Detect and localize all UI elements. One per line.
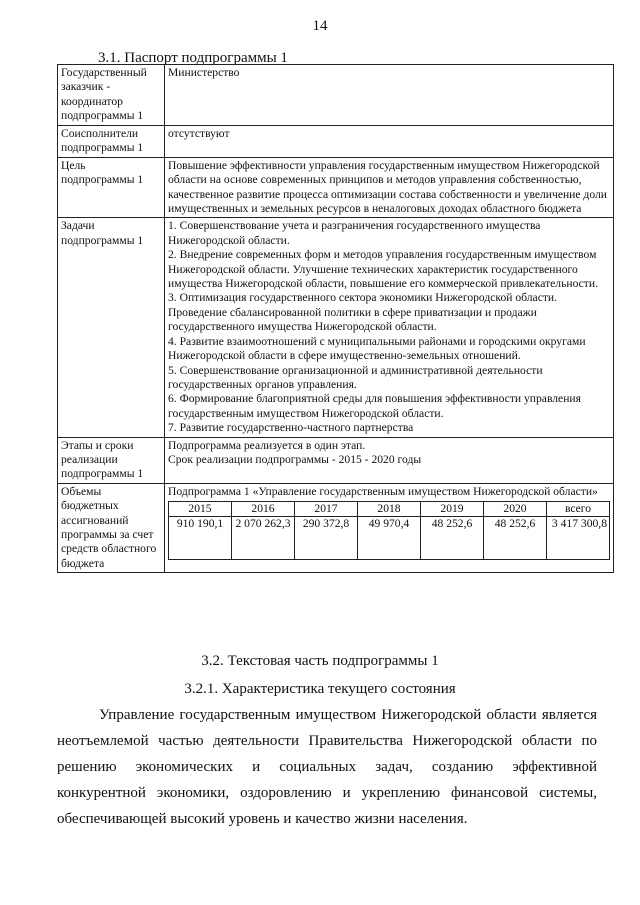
year-cell: 2019: [421, 502, 484, 517]
amounts-row: [169, 517, 610, 560]
amount-cell: 2 070 262,3: [232, 517, 295, 560]
amount-total-cell: 3 417 300,8: [547, 517, 610, 560]
amount-cell: 290 372,8: [295, 517, 358, 560]
row-label: Объемы бюджетных ассигнований программы за счет средств областного бюджета: [58, 483, 165, 572]
row-value: Повышение эффективности управления государственным имуществом Нижегородской области на основе современных принципов и методов управления собственностью, качественное развитие процесса оптимизации состава собственности и увеличение доли имущественных и земельных ресурсов в неналоговых доходах областного бюджета: [165, 157, 614, 218]
task-item: 2. Внедрение современных форм и методов управления государственным имуществом Нижегородской области. Улучшение технических характеристик государственного имущества Нижегородской области, повышение его коммерческой привлекательности.: [168, 248, 598, 291]
stage-line: Подпрограмма реализуется в один этап.: [168, 438, 366, 452]
task-item: 6. Формирование благоприятной среды для повышения эффективности управления государственным имуществом Нижегородской области.: [168, 392, 581, 420]
task-item: 5. Совершенствование организационной и административной деятельности государственных органов управления.: [168, 363, 543, 391]
task-item: 3. Оптимизация государственного сектора экономики Нижегородской области. Проведение сбалансированной политики в сфере приватизации и продажи государственного имущества Нижегородской области.: [168, 291, 558, 334]
task-item: 4. Развитие взаимоотношений с муниципальными районами и городскими округами Нижегородской области в сфере имущественно-земельных отношений.: [168, 334, 586, 363]
task-item: 1. Совершенствование учета и разграничения государственного имущества Нижегородской области.: [168, 219, 541, 247]
year-cell: 2018: [358, 502, 421, 517]
section-title: 3.1. Паспорт подпрограммы 1: [98, 50, 288, 66]
table-row: [58, 483, 614, 572]
year-cell: 2020: [484, 502, 547, 517]
row-label: Государственный заказчик - координатор подпрограммы 1: [58, 65, 165, 126]
page-number: 14: [312, 18, 328, 34]
funding-title: Подпрограмма 1 «Управление государственным имуществом Нижегородской области»: [168, 484, 598, 498]
heading-text-part: 3.2. Текстовая часть подпрограммы 1: [201, 653, 439, 669]
row-label: Задачи подпрограммы 1: [58, 218, 165, 437]
amount-cell: 910 190,1: [169, 517, 232, 560]
passport-table: [57, 64, 614, 573]
body-paragraph: Управление государственным имуществом Нижегородской области является неотъемлемой частью деятельности Правительства Нижегородской области по решению экономических и социальных задач, созданию эффективной конкурентной экономики, оздоровлению и укреплению финансовой системы, обеспечивающей высокий уровень и качество жизни населения.: [57, 707, 597, 827]
year-cell: 2017: [295, 502, 358, 517]
funding-table: [168, 501, 610, 560]
row-label: Соисполнители подпрограммы 1: [58, 126, 165, 158]
table-row: [58, 126, 614, 158]
amount-cell: 48 252,6: [421, 517, 484, 560]
amount-cell: 49 970,4: [358, 517, 421, 560]
heading-current-state: 3.2.1. Характеристика текущего состояния: [184, 681, 456, 697]
stages-cell: [165, 437, 614, 483]
row-label: Цель подпрограммы 1: [58, 157, 165, 218]
row-value: отсутствуют: [165, 126, 614, 158]
tasks-cell: [165, 218, 614, 437]
year-cell: 2015: [169, 502, 232, 517]
row-value: Министерство: [165, 65, 614, 126]
years-row: [169, 502, 610, 517]
table-row: [58, 437, 614, 483]
year-cell: 2016: [232, 502, 295, 517]
table-row: [58, 65, 614, 126]
table-row: [58, 157, 614, 218]
stage-line: Срок реализации подпрограммы - 2015 - 2020 годы: [168, 452, 422, 466]
funding-cell: [165, 483, 614, 572]
task-item: 7. Развитие государственно-частного партнерства: [168, 421, 414, 435]
year-cell: всего: [547, 502, 610, 517]
table-row: [58, 218, 614, 437]
row-label: Этапы и сроки реализации подпрограммы 1: [58, 437, 165, 483]
amount-cell: 48 252,6: [484, 517, 547, 560]
